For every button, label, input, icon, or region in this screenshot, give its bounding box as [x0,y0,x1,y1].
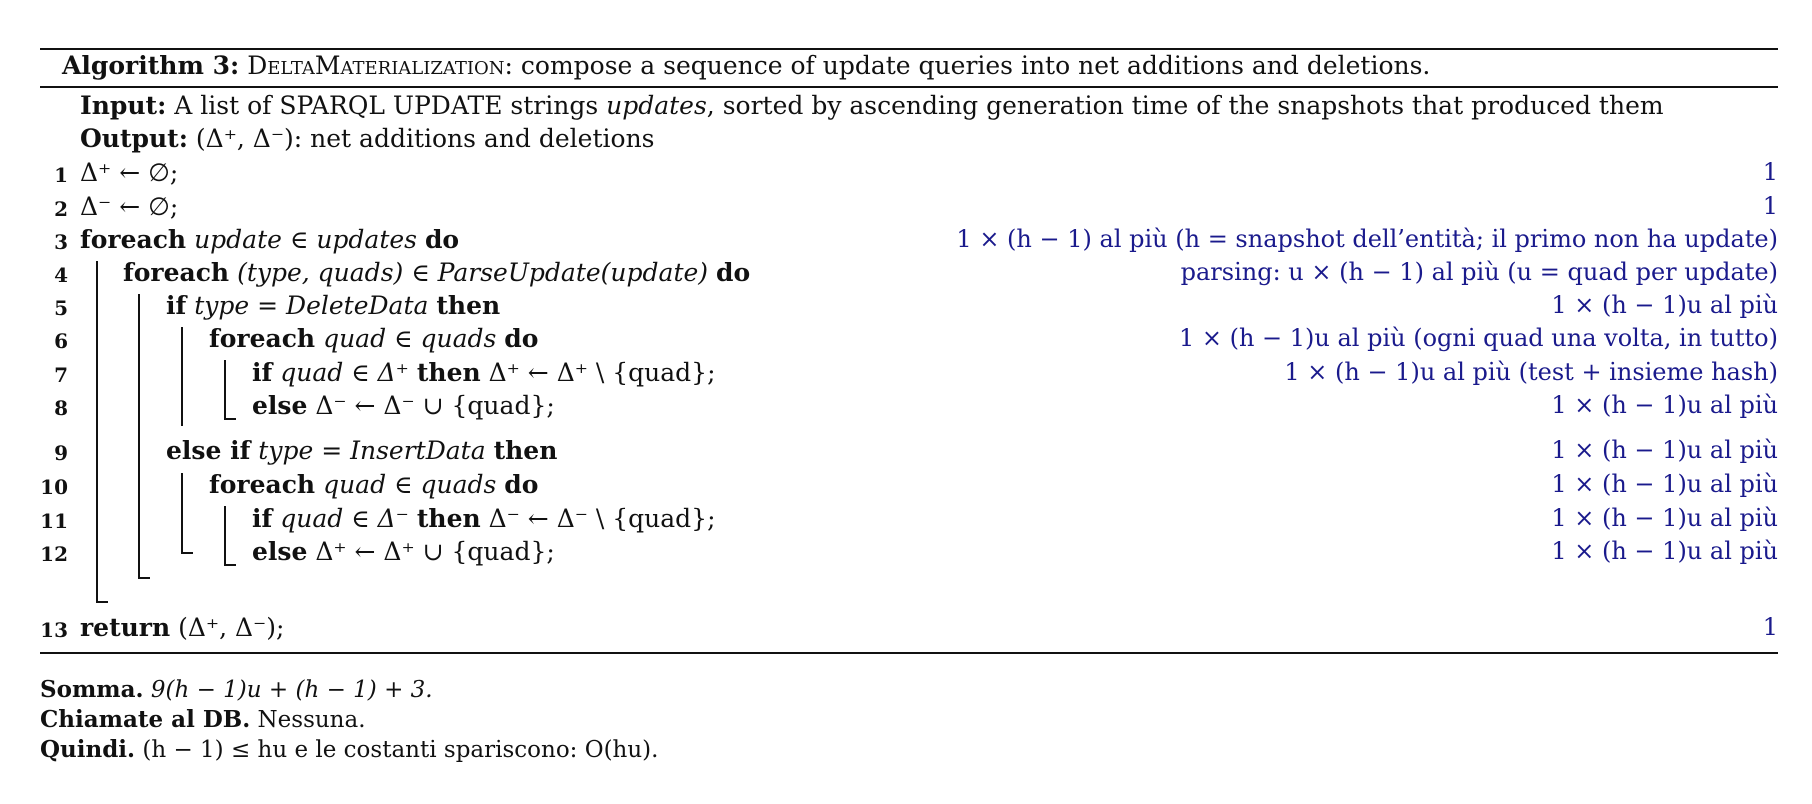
line-number: 6 [54,329,68,353]
block-bar-foreach-inner [138,294,140,579]
keyword: do [504,324,539,353]
keyword: else if [166,436,251,465]
code-line-1 [40,158,1778,190]
cost-annotation: 1 × (h − 1) al più (h = snapshot dell’entità; il primo non ha update) [956,225,1778,253]
code-line-12 [40,537,1778,569]
keyword: then [416,504,481,533]
keyword: if [166,291,187,320]
block-bar-foreach-quad-2 [224,506,226,566]
keyword: if [252,358,273,387]
input-line [80,91,1664,120]
keyword: then [416,358,481,387]
input-var: updates [606,91,707,120]
keyword: foreach [209,470,316,499]
algorithm-name: DeltaMaterialization [247,51,505,80]
block-end-foreach-quad-1 [224,418,236,420]
block-bar-foreach-quad-1 [224,360,226,420]
code-line-7 [40,358,1778,390]
block-bar-if-delete [181,327,183,426]
keyword: return [80,613,171,642]
summary-db [40,706,366,733]
keyword: foreach [80,225,187,254]
algorithm-caption [62,51,1430,80]
expression: (type, quads) ∈ ParseUpdate(update) [237,258,709,287]
cost-annotation: 1 × (h − 1)u al più [1551,291,1778,319]
cost-annotation: 1 [1762,192,1778,220]
expression: quad ∈ quads [323,324,497,353]
block-bar-elseif-insert [181,473,183,554]
summary-somma [40,676,433,703]
statement: (Δ⁺, Δ⁻); [178,613,285,642]
code-text [123,258,750,287]
output-label: Output: [80,124,188,153]
somma-text: 9(h − 1)u + (h − 1) + 3. [150,677,433,703]
output-text: (Δ⁺, Δ⁻): net additions and deletions [195,124,655,153]
code-line-4 [40,258,1778,290]
line-number: 2 [54,197,68,221]
bottom-rule [40,652,1778,654]
cost-annotation: 1 × (h − 1)u al più [1551,504,1778,532]
somma-label: Somma. [40,676,144,703]
cost-annotation: 1 [1762,158,1778,186]
line-number: 12 [40,542,68,566]
keyword: else [252,391,308,420]
keyword: then [493,436,558,465]
code-line-13 [40,613,1778,645]
cost-annotation: 1 × (h − 1)u al più (ogni quad una volta, in tutto) [1178,324,1778,352]
code-text [80,225,459,254]
block-end-foreach-inner [138,577,150,579]
line-number: 9 [54,441,68,465]
algorithm-description: : compose a sequence of update queries into net additions and deletions. [504,51,1431,80]
code-text [166,436,557,465]
code-line-8 [40,391,1778,423]
statement: Δ⁻ ← Δ⁻ \ {quad}; [488,504,716,533]
code-line-3 [40,225,1778,257]
code-text [252,504,716,533]
line-number: 5 [54,296,68,320]
expression: type = InsertData [258,436,486,465]
line-number: 3 [54,230,68,254]
cost-annotation: 1 × (h − 1)u al più (test + insieme hash) [1284,358,1778,386]
algorithm-label: Algorithm 3: [62,51,240,80]
expression: quad ∈ Δ⁺ [280,358,409,387]
input-text-after: , sorted by ascending generation time of the snapshots that produced them [706,91,1664,120]
db-label: Chiamate al DB. [40,706,251,733]
line-number: 10 [40,475,68,499]
cost-annotation: 1 × (h − 1)u al più [1551,436,1778,464]
summary-quindi [40,736,658,763]
input-label: Input: [80,91,167,120]
block-end-foreach-quad-2 [224,564,236,566]
cost-annotation: 1 × (h − 1)u al più [1551,391,1778,419]
expression: quad ∈ Δ⁻ [280,504,409,533]
cost-annotation: parsing: u × (h − 1) al più (u = quad per update) [1180,258,1778,286]
cost-annotation: 1 [1762,613,1778,641]
code-text [252,391,555,420]
statement: Δ⁺ ← Δ⁺ ∪ {quad}; [315,537,555,566]
line-number: 4 [54,263,68,287]
keyword: else [252,537,308,566]
keyword: do [424,225,460,254]
expression: quad ∈ quads [323,470,497,499]
keyword: foreach [209,324,316,353]
statement: Δ⁺ ← Δ⁺ \ {quad}; [488,358,716,387]
code-line-11 [40,504,1778,536]
code-text: Δ⁺ ← ∅; [80,158,179,187]
block-end-foreach-outer [96,601,108,603]
statement: Δ⁻ ← Δ⁻ ∪ {quad}; [315,391,555,420]
line-number: 1 [54,163,68,187]
line-number: 7 [54,363,68,387]
code-line-6 [40,324,1778,356]
code-line-2 [40,192,1778,224]
cost-annotation: 1 × (h − 1)u al più [1551,470,1778,498]
code-line-10 [40,470,1778,502]
input-text-before: A list of SPARQL UPDATE strings [174,91,607,120]
db-text: Nessuna. [257,707,366,733]
block-end-if [181,552,193,554]
block-bar-foreach-outer [96,261,98,603]
code-text [209,470,538,499]
code-text [209,324,538,353]
keyword: do [716,258,751,287]
code-text: Δ⁻ ← ∅; [80,192,179,221]
keyword: if [252,504,273,533]
keyword: do [504,470,539,499]
quindi-label: Quindi. [40,736,136,763]
cost-annotation: 1 × (h − 1)u al più [1551,537,1778,565]
top-rule [40,48,1778,50]
code-text [166,291,500,320]
code-text [80,613,284,642]
code-text [252,537,555,566]
expression: update ∈ updates [194,225,417,254]
code-text [252,358,716,387]
line-number: 13 [40,618,68,642]
line-number: 11 [40,509,68,533]
caption-rule [40,86,1778,88]
line-number: 8 [54,396,68,420]
output-line [80,124,655,153]
keyword: foreach [123,258,230,287]
code-line-9 [40,436,1778,468]
keyword: then [436,291,501,320]
quindi-text: (h − 1) ≤ hu e le costanti spariscono: O(hu). [142,737,659,763]
code-line-5 [40,291,1778,323]
expression: type = DeleteData [194,291,429,320]
